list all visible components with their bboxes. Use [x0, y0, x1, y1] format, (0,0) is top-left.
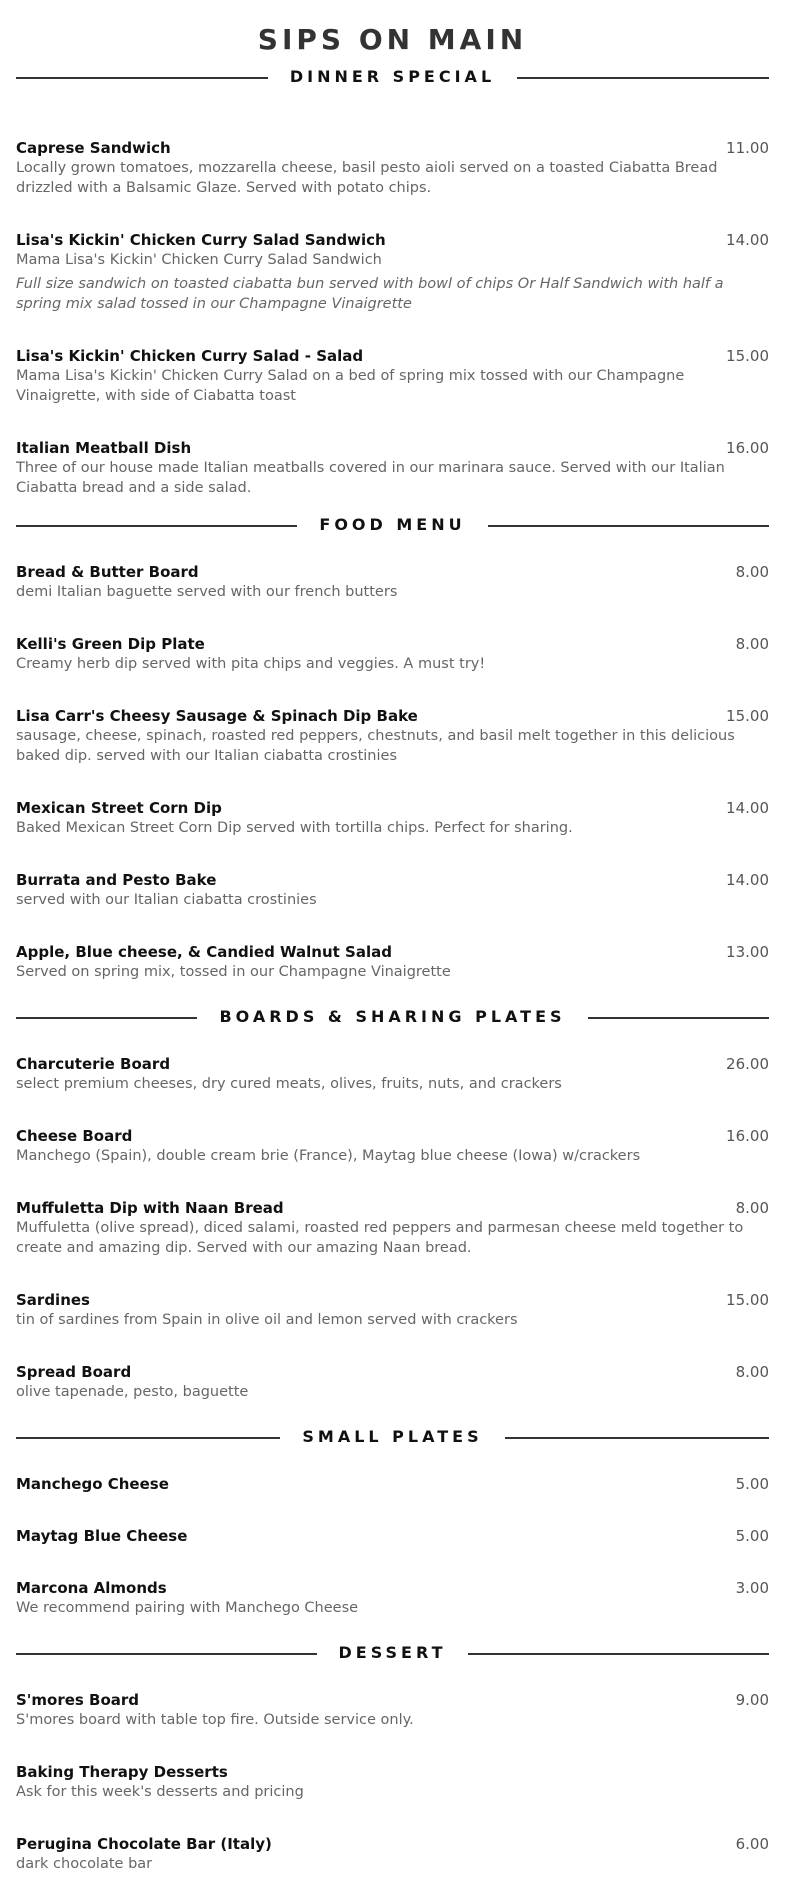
restaurant-title: SIPS ON MAIN: [257, 23, 528, 56]
item-description: Mama Lisa's Kickin' Chicken Curry Salad on a bed of spring mix tossed with our Champagne Vinaigrette, with side of Ciabatta toast: [16, 368, 685, 404]
item-price: 8.00: [735, 563, 769, 581]
item-price: 16.00: [726, 1127, 769, 1145]
item-name: Burrata and Pesto Bake: [16, 871, 217, 889]
item-name: S'mores Board: [16, 1691, 140, 1709]
section-title: DINNER SPECIAL: [289, 67, 496, 86]
item-name: Mexican Street Corn Dip: [16, 799, 222, 817]
item-description: Ask for this week's desserts and pricing: [16, 1784, 304, 1800]
item-description: demi Italian baguette served with our french butters: [16, 584, 398, 600]
section-header-3: [16, 1422, 769, 1452]
item-price: 26.00: [726, 1055, 769, 1073]
item-name: Spread Board: [16, 1363, 132, 1381]
item-name: Kelli's Green Dip Plate: [16, 635, 205, 653]
item-name: Sardines: [16, 1291, 90, 1309]
menu-item: [16, 798, 769, 838]
section-header-2: [16, 1002, 769, 1032]
item-name: Manchego Cheese: [16, 1475, 169, 1493]
menu-item: [16, 1578, 769, 1618]
item-description: olive tapenade, pesto, baguette: [16, 1384, 249, 1400]
item-price: 9.00: [735, 1691, 769, 1709]
item-name: Italian Meatball Dish: [16, 439, 192, 457]
menu-item: [16, 942, 769, 982]
menu-item: [16, 1526, 769, 1546]
menu-item: [16, 634, 769, 674]
menu-item: [16, 138, 769, 198]
section-title: FOOD MENU: [319, 515, 466, 534]
item-price: 11.00: [726, 139, 769, 157]
item-price: 5.00: [735, 1475, 769, 1493]
item-name: Maytag Blue Cheese: [16, 1527, 188, 1545]
section-title: SMALL PLATES: [302, 1427, 483, 1446]
item-description: tin of sardines from Spain in olive oil and lemon served with crackers: [16, 1312, 518, 1328]
item-name: Caprese Sandwich: [16, 139, 171, 157]
item-description: served with our Italian ciabatta crostinies: [16, 892, 317, 908]
item-name: Muffuletta Dip with Naan Bread: [16, 1199, 284, 1217]
item-name: Lisa Carr's Cheesy Sausage & Spinach Dip Bake: [16, 707, 418, 725]
item-description: Locally grown tomatoes, mozzarella cheese, basil pesto aioli served on a toasted Ciabatta Bread drizzled with a Balsamic Glaze. Served with potato chips.: [16, 160, 718, 196]
item-description: dark chocolate bar: [16, 1856, 153, 1872]
item-price: 16.00: [726, 439, 769, 457]
item-name: Marcona Almonds: [16, 1579, 167, 1597]
item-price: 15.00: [726, 347, 769, 365]
menu-item: [16, 1198, 769, 1258]
section-header-0: [16, 62, 769, 92]
section-title: BOARDS & SHARING PLATES: [219, 1007, 566, 1026]
item-price: 8.00: [735, 1363, 769, 1381]
menu-item: [16, 1290, 769, 1330]
menu-item: [16, 1834, 769, 1874]
item-price: 3.00: [735, 1579, 769, 1597]
item-name: Cheese Board: [16, 1127, 133, 1145]
item-description: Muffuletta (olive spread), diced salami, roasted red peppers and parmesan cheese meld together to create and amazing dip. Served with our amazing Naan bread.: [16, 1220, 744, 1256]
menu-item: [16, 438, 769, 498]
menu-item: [16, 1690, 769, 1730]
menu-item: [16, 706, 769, 766]
item-description: S'mores board with table top fire. Outside service only.: [16, 1712, 414, 1728]
item-name: Apple, Blue cheese, & Candied Walnut Salad: [16, 943, 392, 961]
item-description: Creamy herb dip served with pita chips and veggies. A must try!: [16, 656, 486, 672]
section-header-4: [16, 1638, 769, 1668]
menu-item: [16, 230, 769, 314]
item-description: Served on spring mix, tossed in our Champagne Vinaigrette: [16, 964, 451, 980]
item-note: Full size sandwich on toasted ciabatta bun served with bowl of chips Or Half Sandwich with half a spring mix salad tossed in our Champagne Vinaigrette: [16, 276, 724, 312]
item-description: Three of our house made Italian meatballs covered in our marinara sauce. Served with our Italian Ciabatta bread and a side salad.: [16, 460, 725, 496]
item-description: select premium cheeses, dry cured meats, olives, fruits, nuts, and crackers: [16, 1076, 562, 1092]
item-name: Lisa's Kickin' Chicken Curry Salad Sandwich: [16, 231, 386, 249]
menu-item: [16, 562, 769, 602]
menu-item: [16, 1054, 769, 1094]
item-price: 14.00: [726, 799, 769, 817]
item-name: Perugina Chocolate Bar (Italy): [16, 1835, 272, 1853]
item-description: sausage, cheese, spinach, roasted red peppers, chestnuts, and basil melt together in this delicious baked dip. served with our Italian ciabatta crostinies: [16, 728, 735, 764]
item-price: 14.00: [726, 231, 769, 249]
section-title: DESSERT: [338, 1643, 447, 1662]
section-header-1: [16, 510, 769, 540]
item-price: 8.00: [735, 1199, 769, 1217]
item-price: 13.00: [726, 943, 769, 961]
item-name: Lisa's Kickin' Chicken Curry Salad - Salad: [16, 347, 364, 365]
item-price: 15.00: [726, 707, 769, 725]
item-price: 8.00: [735, 635, 769, 653]
menu-item: [16, 870, 769, 910]
item-price: 14.00: [726, 871, 769, 889]
menu-item: [16, 1126, 769, 1166]
item-description: Baked Mexican Street Corn Dip served with tortilla chips. Perfect for sharing.: [16, 820, 573, 836]
item-name: Charcuterie Board: [16, 1055, 171, 1073]
item-description: Mama Lisa's Kickin' Chicken Curry Salad Sandwich: [16, 252, 382, 268]
menu-item: [16, 1474, 769, 1494]
menu-item: [16, 346, 769, 406]
menu-item: [16, 1762, 769, 1802]
menu-item: [16, 1362, 769, 1402]
item-price: 6.00: [735, 1835, 769, 1853]
item-name: Baking Therapy Desserts: [16, 1763, 228, 1781]
item-description: Manchego (Spain), double cream brie (France), Maytag blue cheese (Iowa) w/crackers: [16, 1148, 641, 1164]
item-description: We recommend pairing with Manchego Cheese: [16, 1600, 359, 1616]
item-name: Bread & Butter Board: [16, 563, 199, 581]
item-price: 5.00: [735, 1527, 769, 1545]
item-price: 15.00: [726, 1291, 769, 1309]
